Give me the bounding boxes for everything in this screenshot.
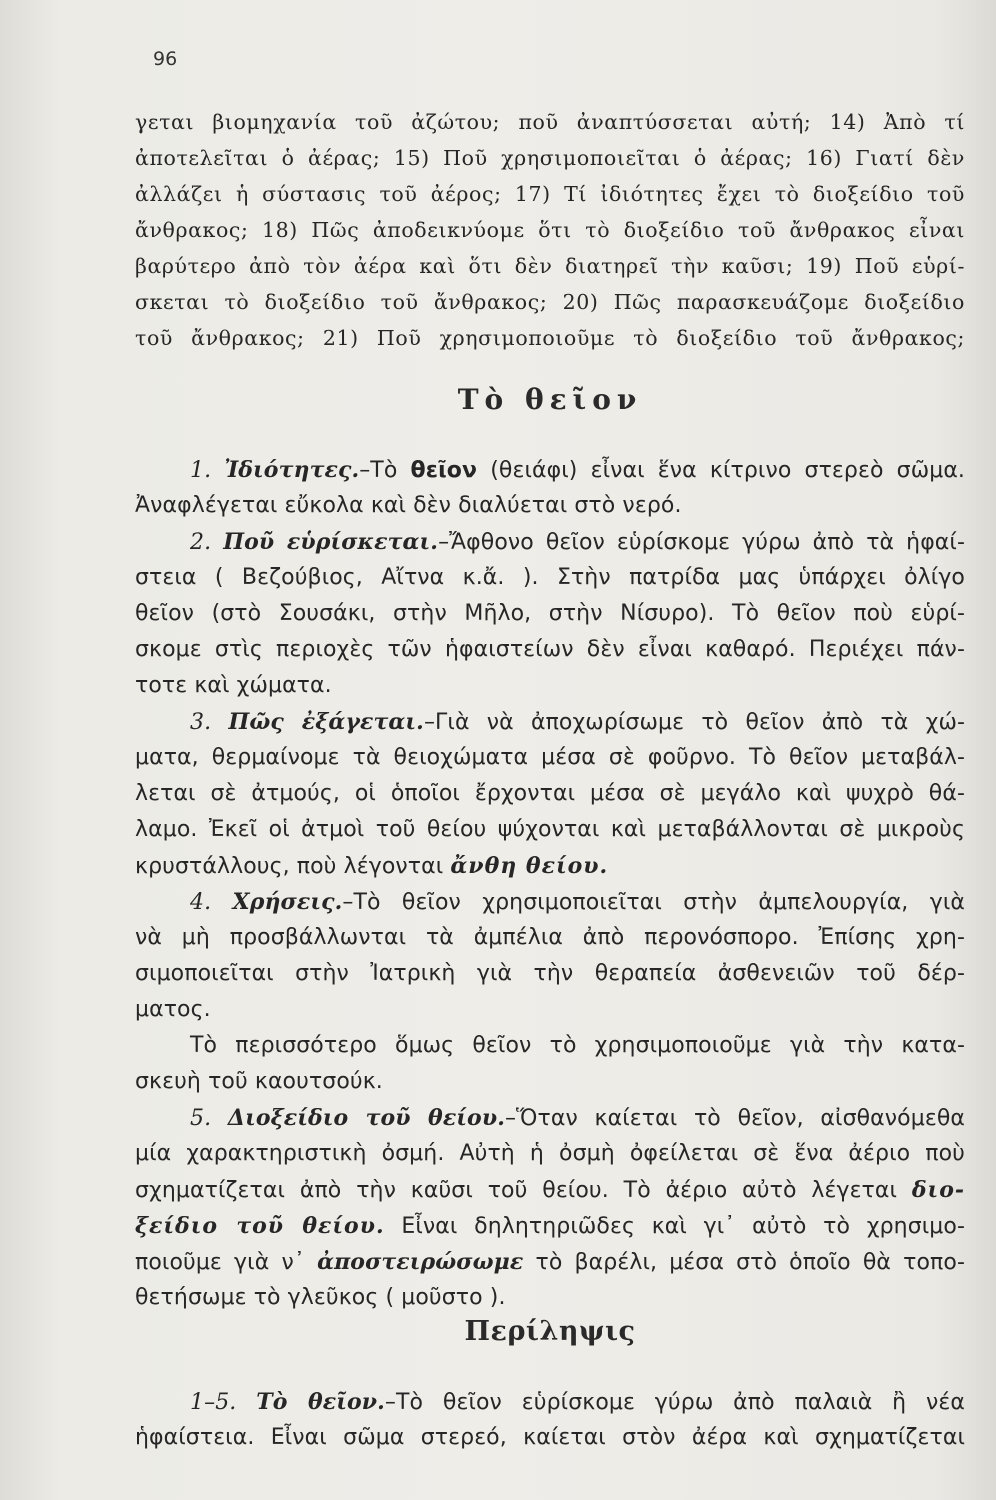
paragraph-line (135, 884, 965, 920)
paragraph-line (135, 1384, 965, 1420)
text-line: ἀλλάζει ἡ σύστασις τοῦ ἀέρος; 17) Τί ἰδιότητες ἔχει τὸ διοξείδιο τοῦ (135, 182, 965, 206)
summary-body (135, 1384, 965, 1456)
section-number: 5. (190, 1106, 212, 1131)
text-run: –Τὸ (359, 458, 411, 483)
section-title: Πῶς ἐξάγεται. (228, 709, 424, 735)
bold-term: ξείδιο τοῦ θείου. (135, 1213, 385, 1239)
text-line: ἀποτελεῖται ὁ ἀέρας; 15) Ποῦ χρησιμοποιεῖται ὁ ἀέρας; 16) Γιατί δὲν (135, 146, 965, 170)
text-run: Εἶναι δηλητηριῶδες καὶ γι᾿ αὐτὸ τὸ χρησιμο- (384, 1214, 965, 1239)
section-number: 4. (190, 890, 212, 915)
text-run: –Ὅταν καίεται τὸ θεῖον, αἰσθανόμεθα (504, 1106, 965, 1131)
paragraph-line (135, 1208, 965, 1244)
summary-heading: Περίληψις (464, 1316, 636, 1347)
paragraph-line: θετήσωμε τὸ γλεῦκος ( μοῦστο ). (135, 1285, 506, 1310)
paragraph-line: θεῖον (στὸ Σουσάκι, στὴν Μῆλο, στὴν Νίσυρο). Τὸ θεῖον ποὺ εὑρί- (135, 601, 965, 626)
bold-term: ἄνθη θείου. (450, 853, 609, 879)
paragraph-line (135, 1172, 965, 1208)
page-number: 96 (153, 48, 178, 70)
section-number: 3. (190, 710, 212, 735)
paragraph-line: σκομε στὶς περιοχὲς τῶν ἡφαιστείων δὲν εἶναι καθαρό. Περιέχει πάν- (135, 637, 965, 662)
paragraph-line: λεται σὲ ἀτμούς, οἱ ὁποῖοι ἔρχονται μέσα σὲ μεγάλο καὶ ψυχρὸ θά- (135, 781, 965, 806)
bold-term: θεῖον (410, 458, 478, 483)
paragraph-line (135, 1244, 965, 1280)
paragraph-line: ματα, θερμαίνομε τὰ θειοχώματα μέσα σὲ φοῦρνο. Τὸ θεῖον μεταβάλ- (135, 745, 965, 770)
section-title: Ἰδιότητες. (224, 457, 360, 483)
text-line: σκεται τὸ διοξείδιο τοῦ ἄνθρακος; 20) Πῶς παρασκευάζομε διοξείδιο (135, 290, 965, 314)
text-run: ποιοῦμε γιὰ ν᾿ (135, 1250, 318, 1275)
text-line: γεται βιομηχανία τοῦ ἀζώτου; ποῦ ἀναπτύσσεται αὐτή; 14) Ἀπὸ τί (135, 110, 965, 134)
section-number: 1–5. (190, 1390, 237, 1415)
paragraph-line: τοτε καὶ χώματα. (135, 673, 332, 698)
paragraph-line (135, 704, 965, 740)
bold-term: διο- (911, 1177, 965, 1203)
paragraph-line (135, 452, 965, 488)
text-line: τοῦ ἄνθρακος; 21) Ποῦ χρησιμοποιοῦμε τὸ διοξείδιο τοῦ ἄνθρακος; (135, 326, 965, 350)
section-body (135, 452, 965, 1316)
text-run: –Ἄφθονο θεῖον εὑρίσκομε γύρω ἀπὸ τὰ ἡφαί- (438, 530, 965, 555)
text-run: (θειάφι) εἶναι ἕνα κίτρινο στερεὸ σῶμα. (477, 458, 965, 483)
bold-term: ἀποστειρώσωμε (317, 1249, 524, 1275)
section-heading: Τὸ θεῖον (457, 383, 643, 416)
text-run: τὸ βαρέλι, μέσα στὸ ὁποῖο θὰ τοπο- (523, 1250, 965, 1275)
paragraph-line: λαμο. Ἐκεῖ οἱ ἀτμοὶ τοῦ θείου ψύχονται καὶ μεταβάλλονται σὲ μικροὺς (135, 817, 965, 842)
text-run: –Γιὰ νὰ ἀποχωρίσωμε τὸ θεῖον ἀπὸ τὰ χώ- (423, 710, 965, 735)
paragraph-line: σιμοποιεῖται στὴν Ἰατρικὴ γιὰ τὴν θεραπεία ἀσθενειῶν τοῦ δέρ- (135, 961, 965, 986)
paragraph-line: μία χαρακτηριστικὴ ὀσμή. Αὐτὴ ἡ ὀσμὴ ὀφείλεται σὲ ἕνα ἀέριο ποὺ (135, 1141, 965, 1166)
paragraph-line (135, 1100, 965, 1136)
text-run: –Τὸ θεῖον εὑρίσκομε γύρω ἀπὸ παλαιὰ ἢ νέα (384, 1390, 965, 1415)
section-title: Ποῦ εὑρίσκεται. (223, 529, 439, 555)
paragraph-line: Ἀναφλέγεται εὔκολα καὶ δὲν διαλύεται στὸ νερό. (135, 493, 682, 518)
review-questions (135, 104, 965, 356)
section-number: 1. (190, 458, 212, 483)
paragraph-line: στεια ( Βεζούβιος, Αἴτνα κ.ἄ. ). Στὴν πατρίδα μας ὑπάρχει ὀλίγο (135, 565, 965, 590)
text-run: –Τὸ θεῖον χρησιμοποιεῖται στὴν ἀμπελουργία, γιὰ (342, 890, 965, 915)
paragraph-line: ματος. (135, 997, 211, 1022)
section-title: Χρήσεις. (232, 889, 343, 915)
section-number: 2. (190, 530, 212, 555)
paragraph-line: νὰ μὴ προσβάλλωνται τὰ ἀμπέλια ἀπὸ περονόσπορο. Ἐπίσης χρη- (135, 925, 965, 950)
text-run: κρυστάλλους, ποὺ λέγονται (135, 854, 451, 879)
paragraph-line: ἡφαίστεια. Εἶναι σῶμα στερεό, καίεται στὸν ἀέρα καὶ σχηματίζεται (135, 1425, 965, 1450)
paragraph-line: σκευὴ τοῦ καουτσούκ. (135, 1069, 383, 1094)
text-run: σχηματίζεται ἀπὸ τὴν καῦσι τοῦ θείου. Τὸ ἀέριο αὐτὸ λέγεται (135, 1178, 912, 1203)
section-title: Τὸ θεῖον. (256, 1389, 385, 1415)
paragraph-line: Τὸ περισσότερο ὅμως θεῖον τὸ χρησιμοποιοῦμε γιὰ τὴν κατα- (190, 1033, 965, 1058)
paragraph-line (135, 848, 965, 884)
text-line: βαρύτερο ἀπὸ τὸν ἀέρα καὶ ὅτι δὲν διατηρεῖ τὴν καῦσι; 19) Ποῦ εὑρί- (135, 254, 965, 278)
paragraph-line (135, 524, 965, 560)
text-line: ἄνθρακος; 18) Πῶς ἀποδεικνύομε ὅτι τὸ διοξείδιο τοῦ ἄνθρακος εἶναι (135, 218, 965, 242)
section-title: Διοξείδιο τοῦ θείου. (227, 1105, 505, 1131)
